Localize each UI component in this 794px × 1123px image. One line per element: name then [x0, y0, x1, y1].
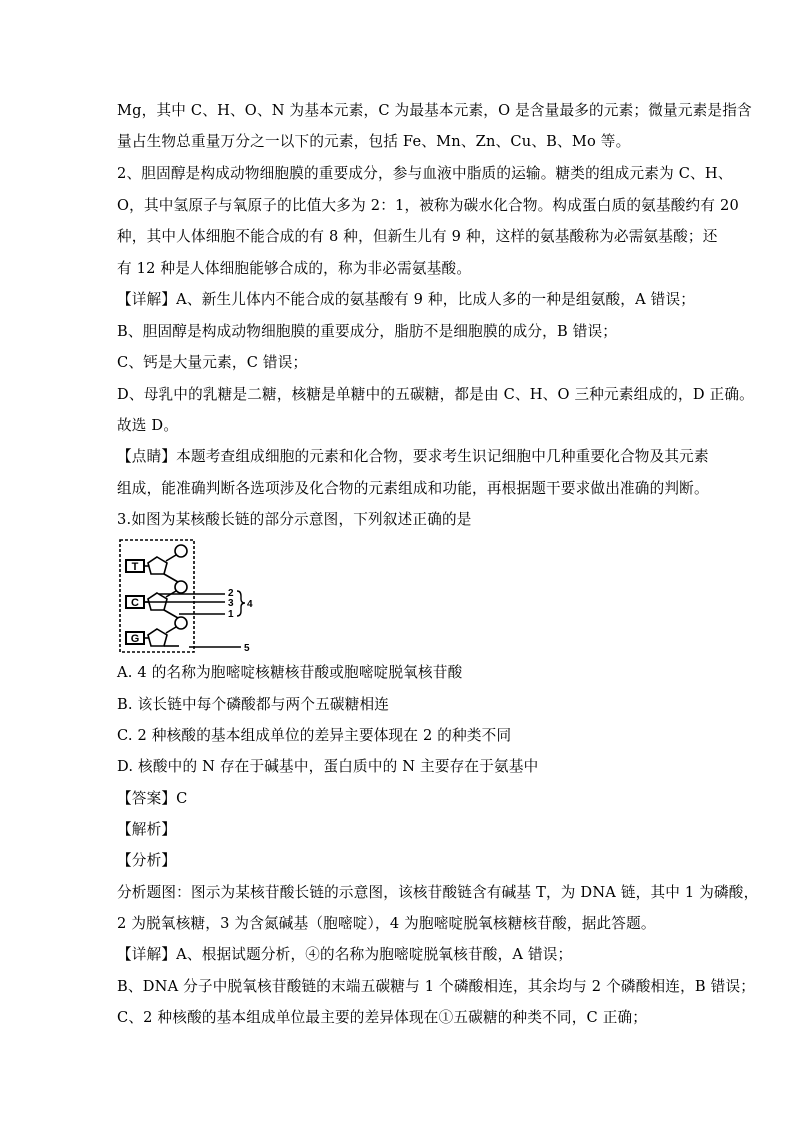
option-c: C. 2 种核酸的基本组成单位的差异主要体现在 2 的种类不同: [117, 727, 512, 744]
text-line: 故选 D。: [117, 417, 179, 434]
answer-line: 【答案】C: [117, 790, 188, 807]
text-line: 量占生物总重量万分之一以下的元素，包括 Fe、Mn、Zn、Cu、B、Mo 等。: [117, 133, 631, 150]
option-d: D. 核酸中的 N 存在于碱基中，蛋白质中的 N 主要存在于氨基中: [117, 758, 539, 775]
base-label: G: [130, 633, 140, 645]
text-line: B、胆固醇是构成动物细胞膜的重要成分，脂肪不是细胞膜的成分，B 错误；: [117, 323, 618, 340]
text-line: 有 12 种是人体细胞能够合成的，称为非必需氨基酸。: [117, 260, 472, 277]
text-line: 组成，能准确判断各选项涉及化合物的元素组成和功能，再根据题干要求做出准确的判断。: [117, 480, 709, 497]
diagram-label: 1: [228, 609, 234, 620]
analysis-line: 分析题图：图示为某核苷酸长链的示意图，该核苷酸链含有碱基 T，为 DNA 链，其中 1 为磷酸，: [117, 884, 759, 901]
text-line: 2、胆固醇是构成动物细胞膜的重要成分，参与血液中脂质的运输。糖类的组成元素为 C、H、: [117, 165, 733, 182]
text-line: Mg，其中 C、H、O、N 为基本元素，C 为最基本元素，O 是含量最多的元素；微量元素是指含: [117, 102, 752, 119]
base-label: T: [131, 561, 139, 573]
text-line: 【详解】A、新生儿体内不能合成的氨基酸有 9 种，比成人多的一种是组氨酸，A 错误；: [117, 291, 696, 308]
diagram-label: 4: [247, 599, 253, 610]
diagram-label: 5: [244, 643, 250, 654]
diagram-label: 3: [228, 598, 234, 609]
text-line: 【点睛】本题考查组成细胞的元素和化合物，要求考生识记细胞中几种重要化合物及其元素: [117, 448, 709, 465]
text-line: O，其中氢原子与氧原子的比值大多为 2：1，被称为碳水化合物。构成蛋白质的氨基酸约有 20: [117, 197, 739, 214]
text-line: D、母乳中的乳糖是二糖，核糖是单糖中的五碳糖，都是由 C、H、O 三种元素组成的，D 正确。: [117, 386, 754, 403]
option-a: A. 4 的名称为胞嘧啶核糖核苷酸或胞嘧啶脱氧核苷酸: [117, 664, 463, 681]
analysis-line: B、DNA 分子中脱氧核苷酸链的末端五碳糖与 1 个磷酸相连，其余均与 2 个磷酸相连，B 错误；: [117, 978, 756, 995]
text-line: C、钙是大量元素，C 错误；: [117, 354, 308, 371]
base-label: C: [131, 597, 139, 609]
nucleotide-chain-diagram: [117, 537, 277, 657]
analysis-line: C、2 种核酸的基本组成单位最主要的差异体现在①五碳糖的种类不同，C 正确；: [117, 1009, 648, 1026]
analysis-line: 2 为脱氧核糖，3 为含氮碱基（胞嘧啶），4 为胞嘧啶脱氧核糖核苷酸，据此答题。: [117, 915, 656, 932]
analysis-line: 【详解】A、根据试题分析，④的名称为胞嘧啶脱氧核苷酸，A 错误；: [117, 946, 573, 963]
question-stem: 3.如图为某核酸长链的部分示意图，下列叙述正确的是: [117, 511, 472, 528]
option-b: B. 该长链中每个磷酸都与两个五碳糖相连: [117, 696, 390, 713]
fenxi-heading: 【分析】: [117, 852, 177, 869]
text-line: 种，其中人体细胞不能合成的有 8 种，但新生儿有 9 种，这样的氨基酸称为必需氨基酸；还: [117, 228, 718, 245]
analysis-heading: 【解析】: [117, 821, 177, 838]
diagram-label: 2: [228, 588, 234, 599]
